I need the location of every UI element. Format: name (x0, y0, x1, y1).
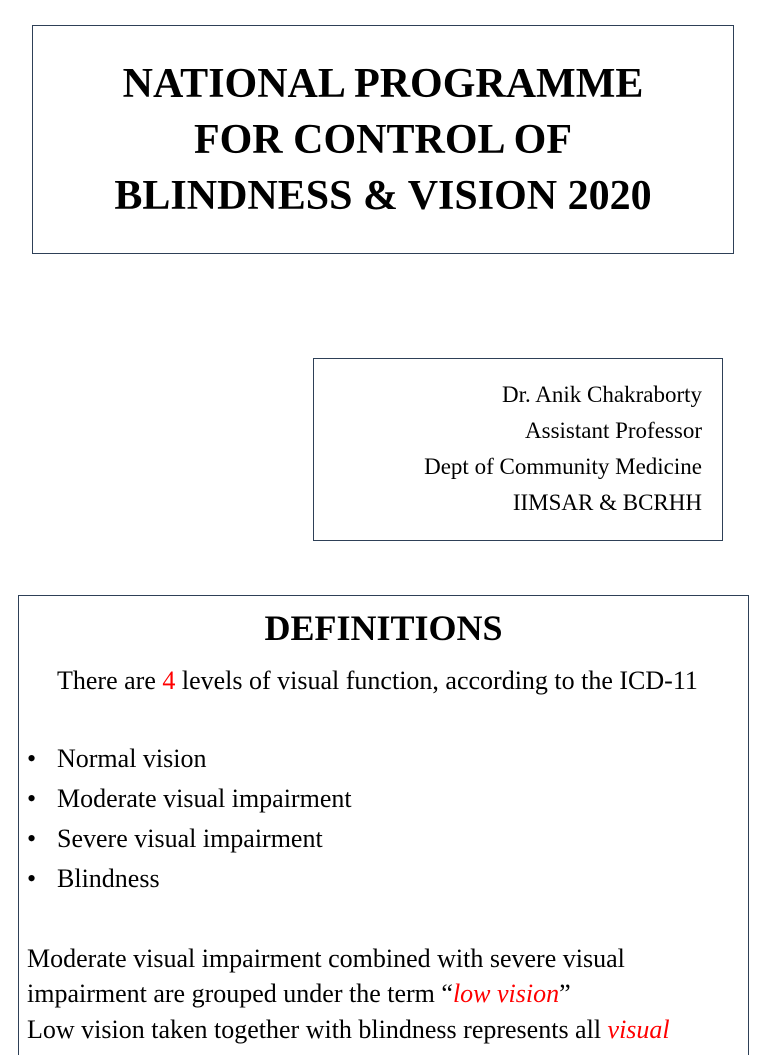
list-item-label: Moderate visual impairment (57, 784, 352, 813)
list-item (27, 739, 352, 779)
cutoff-paragraph (27, 1012, 768, 1047)
slide-title-line-3: BLINDNESS & VISION 2020 (114, 172, 652, 219)
title-box (32, 25, 734, 254)
intro-number: 4 (162, 666, 176, 695)
definitions-intro (57, 664, 742, 698)
definitions-heading: DEFINITIONS (264, 608, 503, 648)
bullet-icon: • (27, 784, 37, 813)
definitions-slide (18, 595, 749, 1055)
list-item (27, 859, 352, 899)
author-name: Dr. Anik Chakraborty (502, 382, 702, 407)
author-institution: IIMSAR & BCRHH (512, 490, 702, 515)
bullet-icon: • (27, 864, 37, 893)
para2-red-term: visual (607, 1015, 670, 1044)
low-vision-paragraph (27, 941, 742, 1011)
author-box (313, 358, 723, 541)
list-item (27, 819, 352, 859)
close-quote: ” (559, 979, 571, 1008)
author-department: Dept of Community Medicine (424, 454, 702, 479)
slide-title-line-2: FOR CONTROL OF (193, 116, 573, 163)
list-item-label: Blindness (57, 864, 160, 893)
intro-suffix: levels of visual function, according to the ICD-11 (175, 666, 698, 695)
list-item (27, 779, 352, 819)
author-position: Assistant Professor (525, 418, 702, 443)
para-prefix: Moderate visual impairment combined with severe visual impairment are grouped under the term (27, 944, 625, 1008)
low-vision-term: low vision (452, 979, 560, 1008)
intro-prefix: There are (57, 666, 163, 695)
list-item-label: Severe visual impairment (57, 824, 323, 853)
bullet-icon: • (27, 744, 37, 773)
list-item-label: Normal vision (57, 744, 207, 773)
bullet-icon: • (27, 824, 37, 853)
slide-title-line-1: NATIONAL PROGRAMME (122, 60, 644, 107)
open-quote: “ (441, 979, 453, 1008)
levels-list (27, 739, 352, 899)
para2-prefix: Low vision taken together with blindness represents all (27, 1015, 608, 1044)
